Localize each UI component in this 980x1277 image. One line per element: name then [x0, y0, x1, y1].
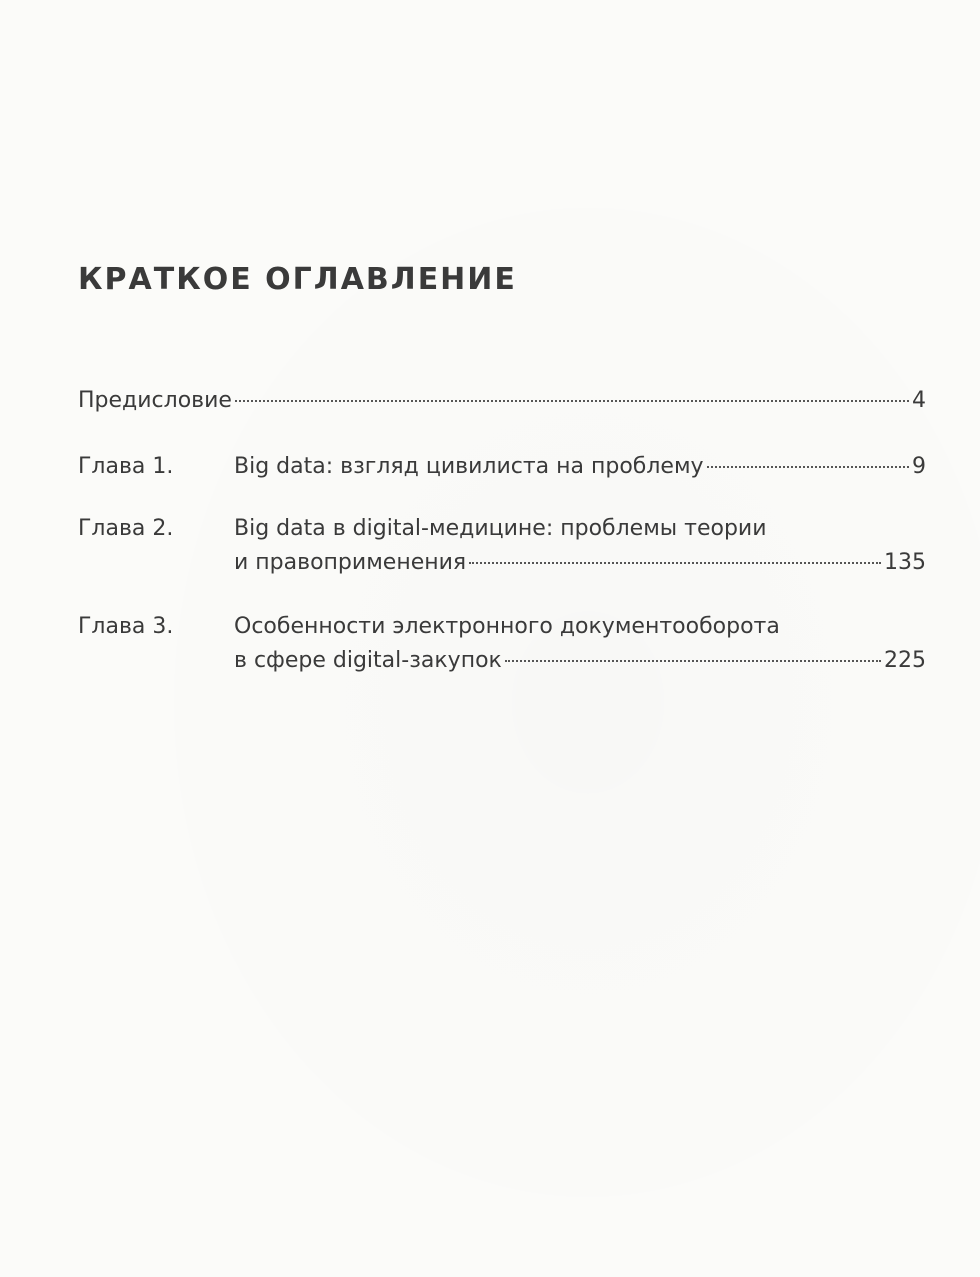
toc-line	[78, 384, 926, 418]
toc-page-number: 225	[884, 648, 926, 673]
toc-entry-body	[78, 384, 926, 418]
toc-entry-title-line-1: Особенности электронного документооборота	[234, 614, 780, 639]
toc-entry-title-line-1: Big data в digital-медицине: проблемы теории	[234, 516, 767, 541]
table-of-contents	[78, 384, 926, 678]
toc-entry-title-line-2: в сфере digital-закупок	[234, 648, 502, 673]
toc-page-number: 4	[912, 388, 926, 413]
toc-line	[234, 450, 926, 484]
toc-line	[234, 546, 926, 580]
toc-entry-title: Big data: взгляд цивилиста на проблему	[234, 454, 704, 479]
toc-entry-body	[234, 512, 926, 580]
chapter-label: Глава 1.	[78, 454, 174, 479]
chapter-label: Глава 3.	[78, 614, 174, 639]
toc-entry-title: Предисловие	[78, 388, 232, 413]
toc-line	[234, 644, 926, 678]
toc-entry-preface	[78, 384, 926, 418]
toc-entry-chapter-2	[78, 512, 926, 580]
toc-page-number: 9	[912, 454, 926, 479]
toc-entry-chapter-1	[78, 450, 926, 484]
toc-entry-title-line-2: и правоприменения	[234, 550, 467, 575]
dot-leader	[707, 466, 909, 468]
page-title: КРАТКОЕ ОГЛАВЛЕНИЕ	[78, 262, 517, 297]
toc-page-number: 135	[884, 550, 926, 575]
dot-leader	[505, 660, 881, 662]
dot-leader	[235, 400, 909, 402]
toc-entry-chapter-3	[78, 610, 926, 678]
dot-leader	[469, 562, 881, 564]
toc-entry-body	[234, 450, 926, 484]
toc-entry-body	[234, 610, 926, 678]
chapter-label: Глава 2.	[78, 516, 174, 541]
